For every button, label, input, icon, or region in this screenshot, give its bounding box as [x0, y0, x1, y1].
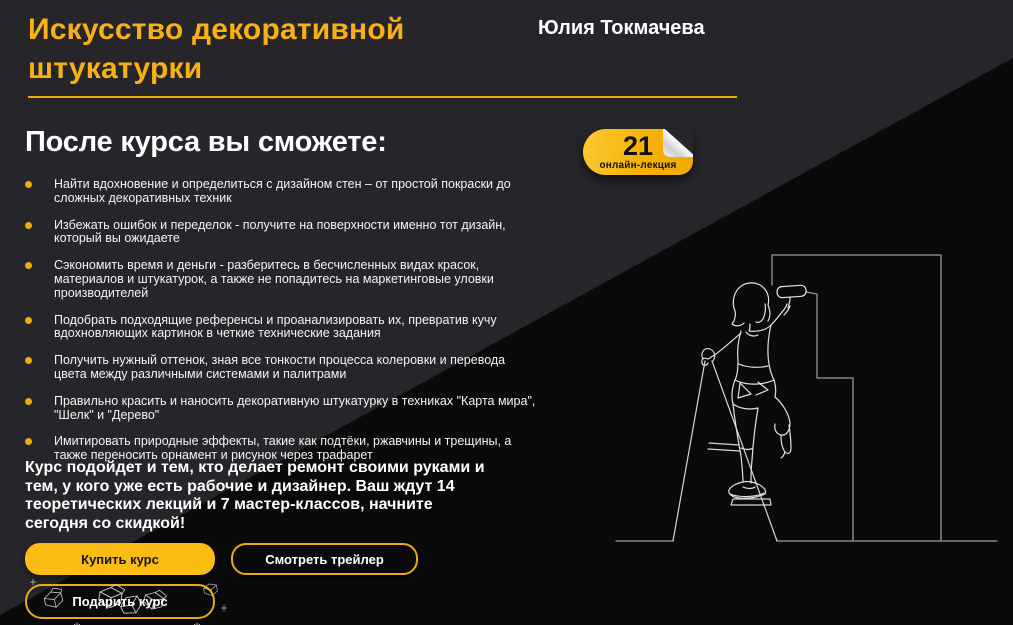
gift-course-button[interactable]: [25, 584, 215, 619]
wall-outline: [616, 255, 997, 541]
buy-course-button[interactable]: Купить курс: [25, 543, 215, 575]
woman-figure: [702, 283, 807, 498]
benefit-item: [25, 178, 541, 206]
stepladder: [673, 349, 777, 541]
benefit-item: [25, 219, 541, 247]
bullet-dot-icon: [25, 222, 32, 229]
benefit-text: Имитировать природные эффекты, такие как подтёки, ржавчины и трещины, а также переносить орнамент и рисунок через трафарет: [54, 434, 512, 463]
bullet-dot-icon: [25, 181, 32, 188]
benefit-item: [25, 395, 541, 423]
benefit-text: Подобрать подходящие референсы и проанализировать их, превратив кучу вдохновляющих картинок в четкие технические задания: [54, 312, 497, 341]
benefit-item: [25, 259, 541, 300]
page-curl-icon: [663, 129, 693, 157]
bullet-dot-icon: [25, 398, 32, 405]
bullet-dot-icon: [25, 262, 32, 269]
page-title-line2: штукатурки: [28, 52, 203, 85]
benefit-item: [25, 354, 541, 382]
benefits-list: [25, 178, 541, 476]
lecture-count-badge: [583, 129, 693, 175]
gift-button-label: Подарить курс: [72, 594, 168, 609]
section-heading: После курса вы сможете:: [25, 126, 387, 158]
benefit-text: Сэкономить время и деньги - разберитесь в бесчисленных видах красок, материалов и штукатурок, а также не попадитесь на маркетинговые уловки производителей: [54, 258, 494, 300]
painter-illustration: [600, 228, 1013, 562]
course-summary: Курс подойдет и тем, кто делает ремонт своими руками и тем, у кого уже есть рабочие и дизайнер. Ваш ждут 14 теоретических лекций и 7 мастер-классов, начните сегодня со скидкой!: [25, 459, 485, 532]
watch-trailer-button[interactable]: Смотреть трейлер: [231, 543, 418, 575]
benefit-text: Правильно красить и наносить декоративную штукатурку в техниках "Карта мира", "Шелк" и "Дерево": [54, 393, 536, 422]
badge-count: 21: [622, 131, 654, 161]
benefit-text: Найти вдохновение и определиться с дизайном стен – от простой покраски до сложных декоративных техник: [54, 177, 511, 205]
benefit-item: [25, 314, 541, 342]
author-name: Юлия Токмачева: [538, 17, 705, 39]
header-divider: [28, 96, 737, 98]
badge-label: онлайн-лекция: [599, 160, 677, 171]
bullet-dot-icon: [25, 438, 32, 445]
page-title-line1: Искусство декоративной: [28, 13, 405, 46]
page-title: [28, 10, 405, 88]
bullet-dot-icon: [25, 317, 32, 324]
benefit-text: Избежать ошибок и переделок - получите на поверхности именно тот дизайн, который вы ожидаете: [54, 217, 506, 246]
benefit-text: Получить нужный оттенок, зная все тонкости процесса колеровки и перевода цвета между различными системами и палитрами: [54, 353, 506, 381]
bullet-dot-icon: [25, 357, 32, 364]
